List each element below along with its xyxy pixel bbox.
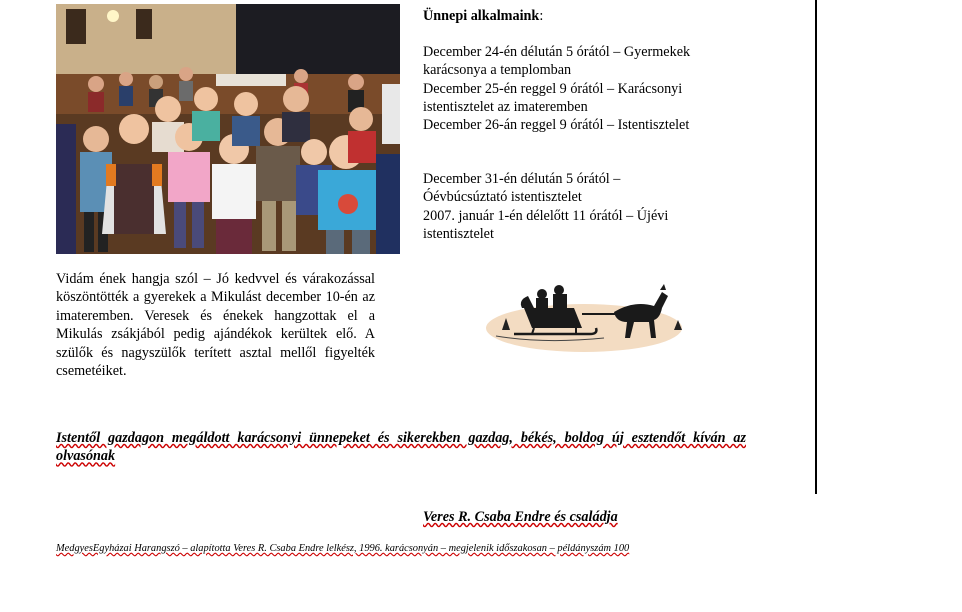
- greeting-text: Istentől gazdagon megáldott karácsonyi ünnepeket és sikerekben gazdag, békés, boldog új esztendőt kíván az olvasónak: [56, 430, 746, 465]
- event-line: istentisztelet: [423, 225, 494, 242]
- events-title-colon: :: [539, 8, 544, 24]
- events-section: [423, 7, 783, 243]
- event-line: December 26-án reggel 9 órától – Istentisztelet: [423, 117, 690, 134]
- publication-footer: [56, 543, 629, 554]
- footer-text: MedgyesEgyházai Harangszó – alapította Veres R. Csaba Endre lelkész, 1996. karácsonyán – megjelenik időszakosan – példányszám 100: [56, 543, 630, 554]
- children-photo-illustration: [56, 4, 400, 254]
- event-line: karácsonya a templomban: [423, 62, 572, 79]
- event-line: 2007. január 1-én délelőtt 11 órától – Újévi: [423, 207, 669, 224]
- events-title: Ünnepi alkalmaink: [423, 8, 540, 24]
- signature: [423, 509, 618, 526]
- events-heading: [423, 7, 783, 25]
- event-line: December 25-én reggel 9 órától – Karácsonyi: [423, 80, 683, 97]
- children-photo: [56, 4, 400, 254]
- sleigh-illustration: [484, 278, 684, 354]
- event-line: December 31-én délután 5 órától –: [423, 171, 621, 188]
- signature-text: Veres R. Csaba Endre és családja: [423, 509, 618, 525]
- event-line: istentisztelet az imateremben: [423, 98, 588, 115]
- photo-caption: Vidám ének hangja szól – Jó kedvvel és várakozással köszöntötték a gyerekek a Mikulást december 10-én az imateremben. Veresek és énekek hangzottak el a Mikulás zsákjából pedig ajándékok kerültek elő. A szülők és nagyszülők terített asztal mellől figyelték csemetéiket.: [56, 271, 375, 380]
- event-line: December 24-én délután 5 órától – Gyermekek: [423, 44, 691, 61]
- event-line: Óévbúcsúztató istentisztelet: [423, 189, 582, 206]
- column-divider: [815, 0, 817, 494]
- holiday-greeting: [56, 429, 746, 466]
